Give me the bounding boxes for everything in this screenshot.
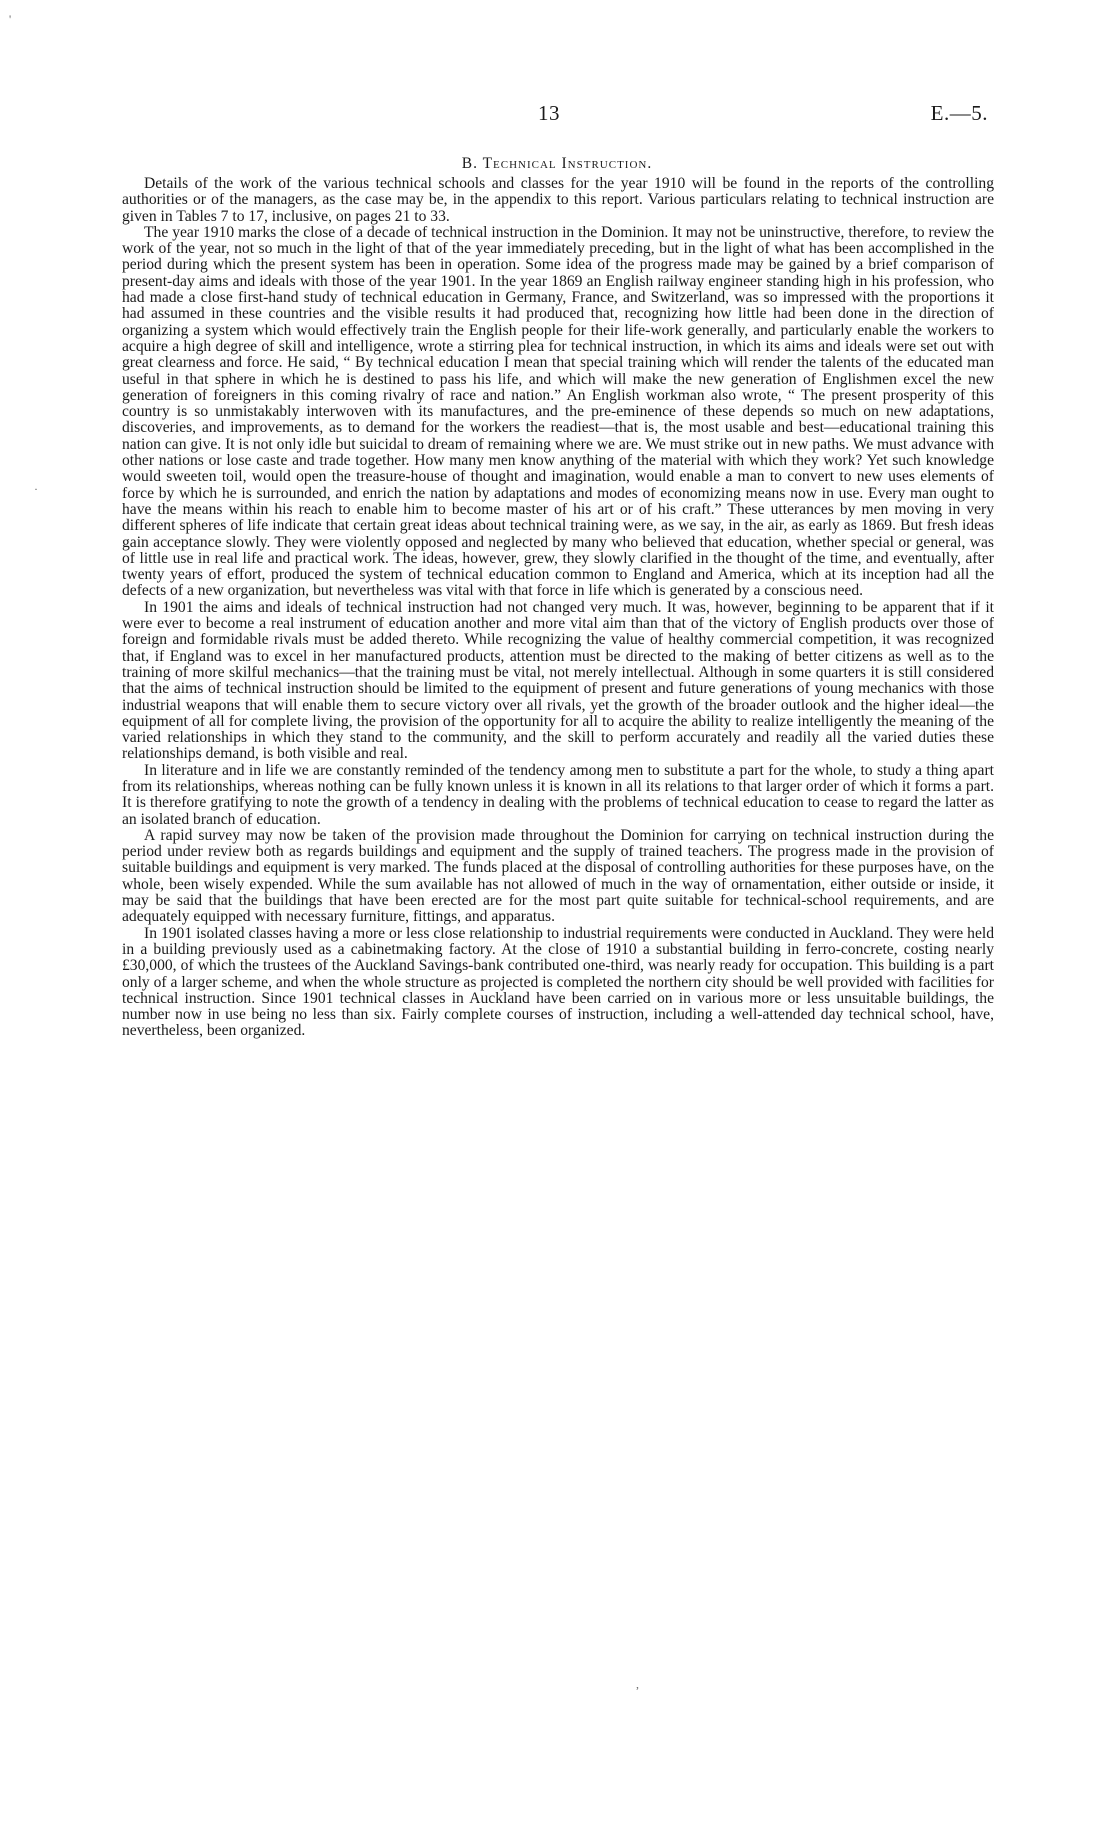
paragraph-aims-1901: In 1901 the aims and ideals of technical instruction had not changed very much. It was, however, beginning to be apparent that if it were ever to become a real instrument of education another and more vital aim than that of the victory of English products over those of foreign and formidable rivals must be added thereto. While recognizing the value of healthy commercial competition, it was recognized that, if England was to excel in her manufactured products, attention must be directed to the making of better citizens as well as to the training of more skilful mechanics—that the training must be vital, not merely intellectual. Although in some quarters it is still considered that the aims of technical instruction should be limited to the equipment of present and future generations of young mechanics with those industrial weapons that will enable them to secure victory over all rivals, yet the growth of the broader outlook and the higher ideal—the equipment of all for complete living, the provision of the opportunity for all to acquire the ability to realize intelligently the meaning of the varied relationships in which they stand to the community, and the skill to perform accurately and readily all the varied duties these relationships demand, is both visible and real.	[122, 598, 994, 763]
page-number: 13	[538, 101, 560, 125]
paragraph-auckland: In 1901 isolated classes having a more or less close relationship to industrial requirements were conducted in Auckland. They were held in a building previously used as a cabinetmaking factory. At the close of 1910 a substantial building in ferro-concrete, costing nearly £30,000, of which the trustees of the Auckland Savings-bank contributed one-third, was nearly ready for occupation. This building is a part only of a larger scheme, and when the whole structure as projected is completed the northern city should be well provided with facilities for technical instruction. Since 1901 technical classes in Auckland have been carried on in various more or less unsuitable buildings, the number now in use being no less than six. Fairly complete courses of instruction, including a well-attended day technical school, have, nevertheless, been organized.	[122, 924, 994, 1040]
paragraph-rapid-survey: A rapid survey may now be taken of the provision made throughout the Dominion for carrying on technical instruction during the period under review both as regards buildings and equipment and the supply of trained teachers. The progress made in the provision of suitable buildings and equipment is very marked. The funds placed at the disposal of controlling authorities for these purposes have, on the whole, been wisely expended. While the sum available has not allowed of much in the way of ornamentation, either outside or inside, it may be said that the buildings that have been erected are for the most part quite suitable for technical-school requirements, and are adequately equipped with necessary furniture, fittings, and apparatus.	[122, 826, 994, 926]
paragraph-literature-life: In literature and in life we are constantly reminded of the tendency among men to substitute a part for the whole, to study a thing apart from its relationships, whereas nothing can be fully known unless it is known in all its relations to that larger order of which it forms a part. It is therefore gratifying to note the growth of a tendency in dealing with the problems of technical education to cease to regard the latter as an isolated branch of education.	[122, 761, 994, 828]
paragraph-decade-review: The year 1910 marks the close of a decade of technical instruction in the Dominion. It may not be uninstructive, therefore, to review the work of the year, not so much in the light of that of the year immediately preceding, but in the light of what has been accomplished in the period during which the present system has been in operation. Some idea of the progress made may be gained by a brief comparison of present-day aims and ideals with those of the year 1901. In the year 1869 an English railway engineer standing high in his profession, who had made a close first-hand study of technical education in Germany, France, and Switzerland, was so impressed with the proportions it had assumed in these countries and the visible results it had produced that, recognizing how little had been done in the direction of organizing a system which would effectively train the English people for their life-work generally, and particularly enable the workers to acquire a high degree of skill and intelligence, wrote a stirring plea for technical instruction, in which its aims and ideals were set out with great clearness and force. He said, “ By technical education I mean that special training which will render the talents of the educated man useful in that sphere in which he is destined to pass his life, and which will make the new generation of Englishmen excel the new generation of foreigners in this coming rivalry of race and nation.” An English workman also wrote, “ The present prosperity of this country is so unmistakably interwoven with its manufactures, and the pre-eminence of these depends so much on new adaptations, discoveries, and improvements, as to demand for the workers the readiest—that is, the most usable and best—educational training this nation can give. It is not only idle but suicidal to dream of remaining where we are. We must strike out in new paths. We must advance with other nations or lose caste and trade together. How many men know anything of the material with which they work? Yet such knowledge would sweeten toil, would open the treasure-house of thought and imagination, would enable a man to convert to new uses elements of force by which he is surrounded, and enrich the nation by adaptations and modes of economizing means now in use. Every man ought to have the means within his reach to enable him to become master of his art or of his craft.” These utterances by men moving in very different spheres of life indicate that certain great ideas about technical training were, as we say, in the air, as early as 1869. But fresh ideas gain acceptance slowly. They were violently opposed and neglected by many who believed that education, whether special or general, was of little use in real life and practical work. The ideas, however, grew, they slowly clarified in the thought of the time, and eventually, after twenty years of effort, produced the system of technical education common to England and America, which at its inception had all the defects of a new organization, but nevertheless was vital with that force in life which is generated by a conscious need.	[122, 223, 994, 600]
section-title: B. Technical Instruction.	[461, 155, 653, 172]
margin-speck: '	[9, 12, 12, 26]
paragraph-details: Details of the work of the various technical schools and classes for the year 1910 will be found in the reports of the controlling authorities or of the managers, as the case may be, in the appendix to this report. Various particulars relating to technical instruction are given in Tables 7 to 17, inclusive, on pages 21 to 33.	[122, 175, 994, 225]
margin-speck: ,	[636, 1677, 639, 1691]
document-code: E.—5.	[930, 101, 988, 125]
body-text	[122, 176, 994, 1040]
margin-speck: ·	[34, 482, 38, 496]
